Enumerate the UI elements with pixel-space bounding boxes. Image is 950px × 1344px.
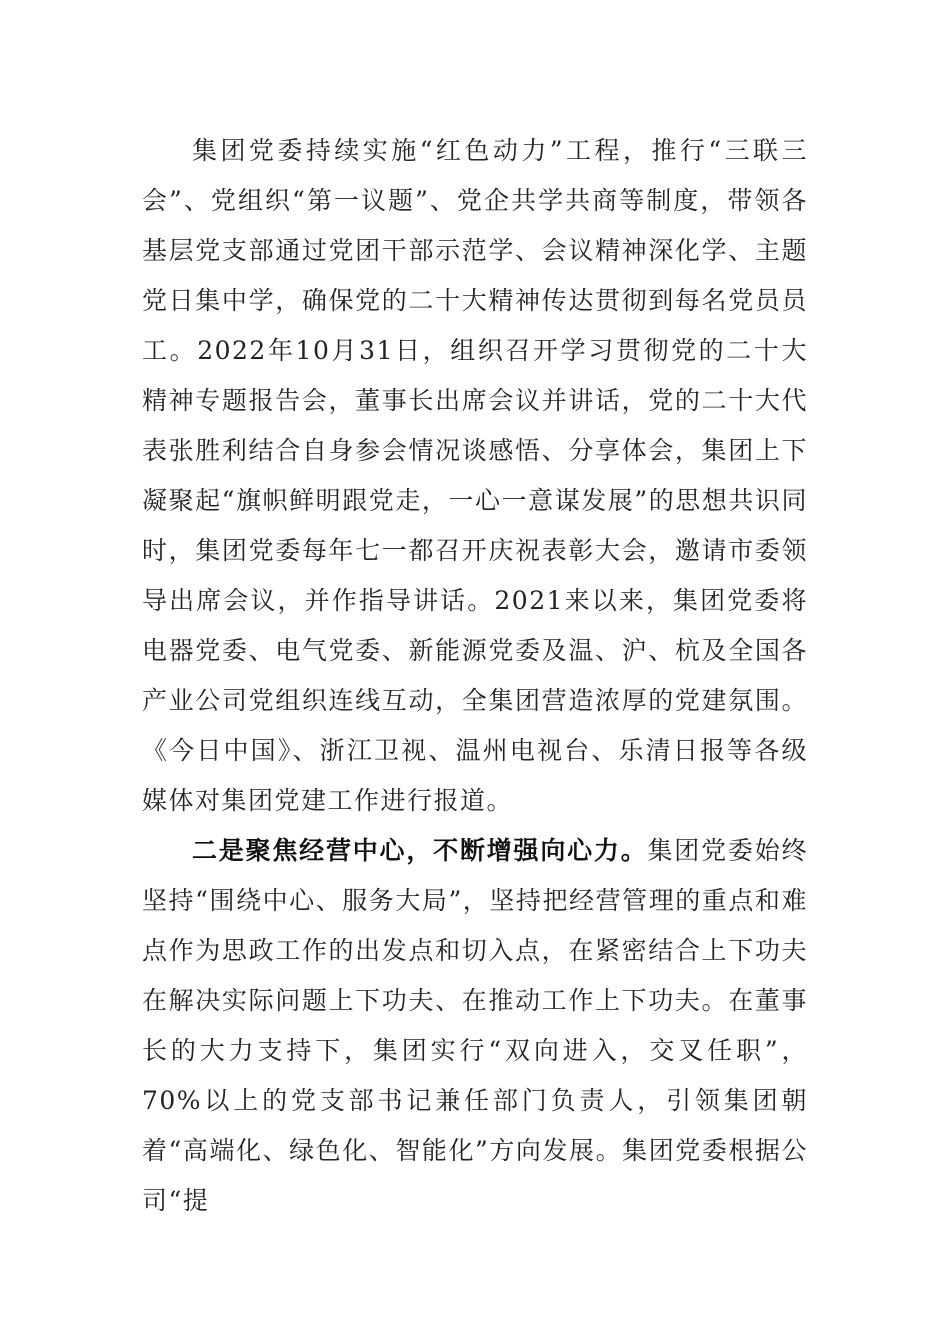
paragraph-2-lead: 二是聚焦经营中心，不断增强向心力。 bbox=[192, 836, 648, 865]
body-text bbox=[142, 126, 808, 1226]
paragraph-2-text: 集团党委始终坚持“围绕中心、服务大局”，坚持把经营管理的重点和难点作为思政工作的出发点和切入点，在紧密结合上下功夫在解决实际问题上下功夫、在推动工作上下功夫。在董事长的大力支持下，集团实行“双向进入，交叉任职”，70%以上的党支部书记兼任部门负责人，引领集团朝着“高端化、绿色化、智能化”方向发展。集团党委根据公司“提 bbox=[142, 836, 808, 1215]
paragraph-1 bbox=[142, 126, 808, 826]
paragraph-1-text: 集团党委持续实施“红色动力”工程，推行“三联三会”、党组织“第一议题”、党企共学共商等制度，带领各基层党支部通过党团干部示范学、会议精神深化学、主题党日集中学，确保党的二十大精神传达贯彻到每名党员员工。2022年10月31日，组织召开学习贯彻党的二十大精神专题报告会，董事长出席会议并讲话，党的二十大代表张胜利结合自身参会情况谈感悟、分享体会，集团上下凝聚起“旗帜鲜明跟党走，一心一意谋发展”的思想共识同时，集团党委每年七一都召开庆祝表彰大会，邀请市委领导出席会议，并作指导讲话。2021来以来，集团党委将电器党委、电气党委、新能源党委及温、沪、杭及全国各产业公司党组织连线互动，全集团营造浓厚的党建氛围。《今日中国》、浙江卫视、温州电视台、乐清日报等各级媒体对集团党建工作进行报道。 bbox=[142, 136, 808, 815]
paragraph-2 bbox=[142, 826, 808, 1226]
